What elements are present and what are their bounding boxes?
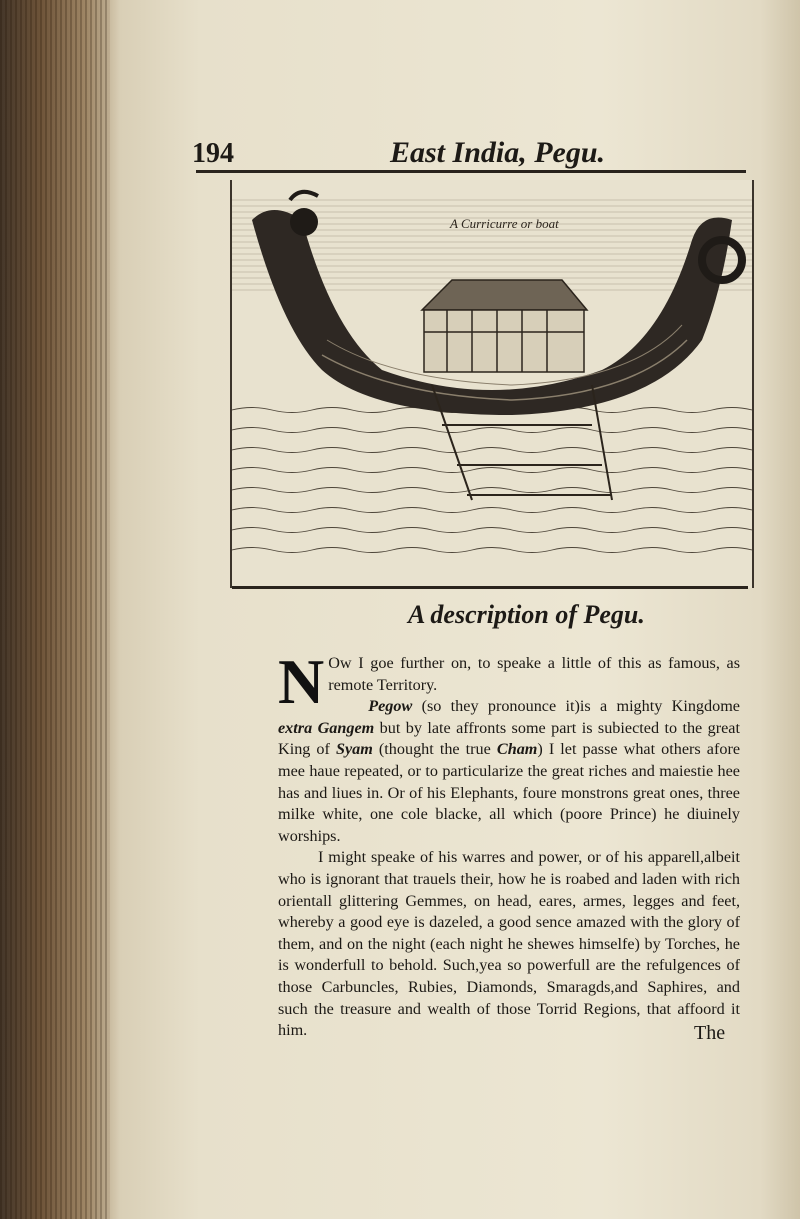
book-spine: [0, 0, 110, 1219]
paragraph-3: I might speake of his warres and power, or of his apparell,albeit who is ignorant that trauels their, how he is roabed and laden with rich orientall glittering Gemmes, on head, eares, armes, legges and feet, whereby a good eye is dazeled, a good sence amazed with the glory of them, and on the night (each night he shewes himselfe) by Torches, he is wonderfull to behold. Such,yea so powerfull are the refulgences of those Carbuncles, Rubies, Diamonds, Smaragds,and Saphires, and such the treasure and wealth of those Torrid Regions, that affoord it him.: [278, 848, 740, 1040]
drop-cap: N: [278, 646, 325, 717]
paragraph-2-text-d: ) I let passe what others afore mee haue repeated, or to particularize the great riches and maiestie hee has and liues in. Or of his Elephants, foure monstrons great ones, three milke white, one cole blacke, all which (poore Prince) he diuinely worships.: [278, 740, 741, 845]
paragraph-2-text-a: (so they pronounce it)is a mighty Kingdome: [412, 697, 740, 716]
header-rule: [196, 170, 746, 173]
body-text: [278, 646, 741, 1042]
engraving-caption: A Curricurre or boat: [450, 216, 559, 231]
term-cham: Cham: [496, 740, 538, 759]
paragraph-2: [278, 696, 740, 847]
illustration-rule: [232, 586, 748, 589]
paragraph-1-text: Ow I goe further on, to speake a little of this as famous, as remote Territory.: [328, 654, 740, 694]
term-syam: Syam: [335, 740, 373, 759]
boat-engraving-svg: [232, 180, 752, 588]
term-extra-gangem: extra Gangem: [278, 718, 375, 737]
catchword: The: [694, 1022, 726, 1044]
boat-engraving: [230, 180, 754, 588]
paragraph-2-text-b: but by late affronts some part is subiected to the great King of: [278, 718, 740, 759]
section-title: A description of Pegu.: [408, 600, 645, 629]
paragraph-2-text-c: (thought the true: [372, 740, 497, 759]
page-number: 194: [192, 138, 234, 169]
term-pegow: Pegow: [368, 697, 413, 716]
running-head: East India, Pegu.: [390, 136, 606, 169]
page-header: [150, 128, 750, 168]
